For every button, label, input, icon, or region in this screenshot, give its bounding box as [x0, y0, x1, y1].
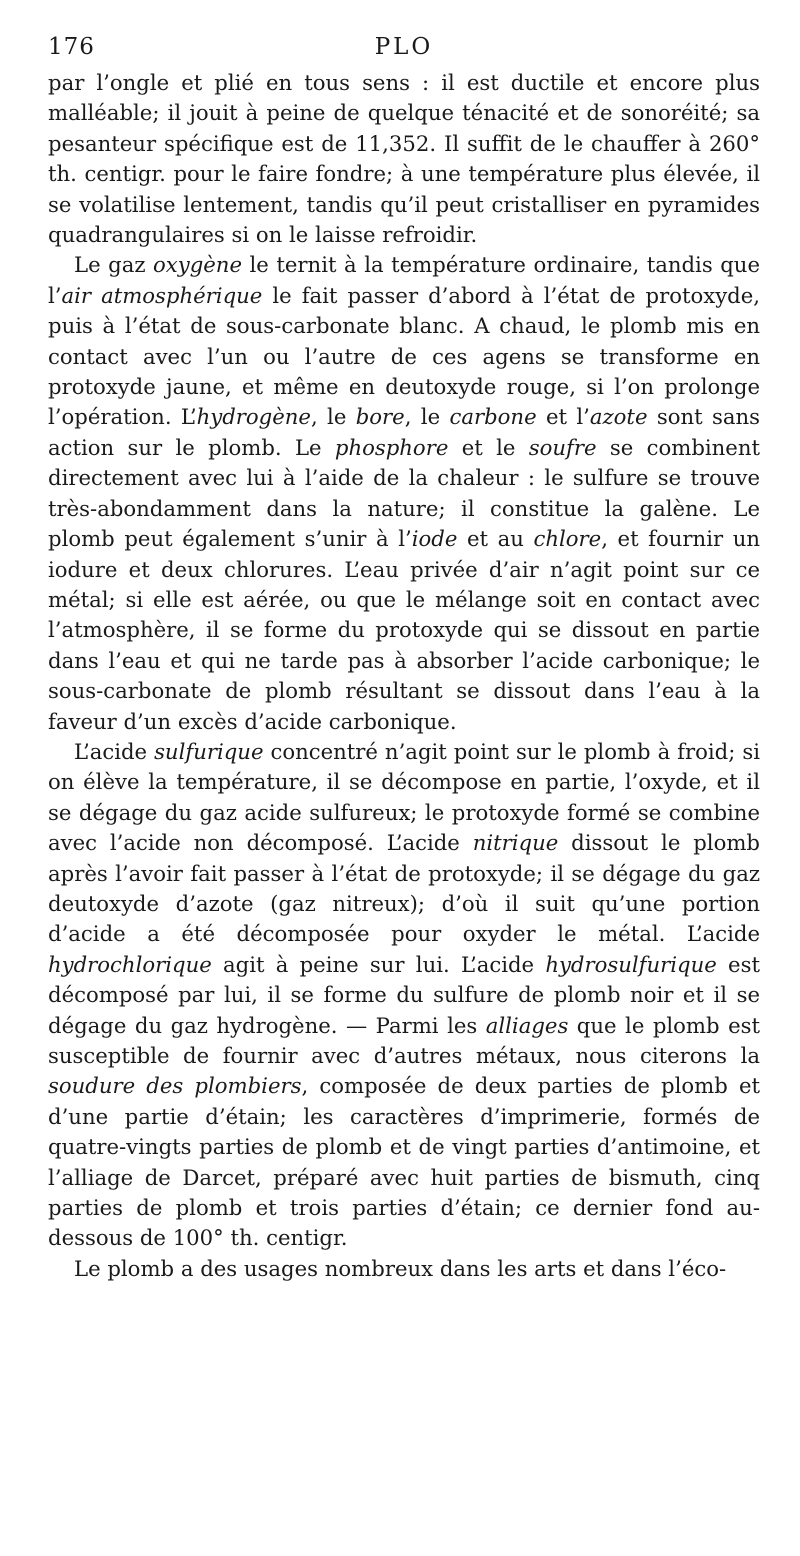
- italic-term: iode: [411, 526, 458, 552]
- text-run: Le plomb a des usages nombreux dans les arts et dans l’éco-: [74, 1255, 727, 1281]
- text-run: , et fournir un iodure et deux chlorures. L’eau privée d’air n’agit point sur ce métal; si elle est aérée, ou que le mélange soit en contact avec l’atmosphère, il se forme du protoxyde qui se dissout en partie dans l’eau et qui ne tarde pas à absorber l’acide carbonique; le sous-carbonate de plomb résultant se dissout dans l’eau à la faveur d’un excès d’acide carbonique.: [48, 526, 760, 734]
- text-run: , le: [310, 404, 356, 430]
- italic-term: oxygène: [153, 252, 242, 278]
- italic-term: bore: [355, 404, 405, 430]
- italic-term: phosphore: [334, 434, 449, 460]
- paragraph-gases: [48, 250, 760, 737]
- italic-term: sulfurique: [154, 738, 264, 764]
- paragraph-continuation: [48, 68, 760, 250]
- italic-term: carbone: [449, 404, 537, 430]
- italic-term: nitrique: [472, 830, 559, 856]
- italic-term: hydrogène: [196, 404, 311, 430]
- text-run: agit à peine sur lui. L’acide: [211, 951, 546, 977]
- page-number: 176: [48, 34, 95, 60]
- paragraph-uses: [48, 1254, 760, 1284]
- page-header: [48, 30, 760, 68]
- italic-term: chlore: [533, 526, 602, 552]
- text-run: et au: [457, 526, 534, 552]
- text-run: que le plomb est susceptible de fournir avec d’autres métaux, nous citerons la: [48, 1012, 760, 1068]
- text-run: concentré n’agit point sur le plomb à froid; si on élève la température, il se décompose en partie, l’oxyde, et il se dégage du gaz acide sulfureux; le protoxyde formé se combine avec l’acide non décomposé. L’acide: [48, 738, 760, 856]
- text-run: Le gaz: [74, 252, 154, 278]
- italic-term: soufre: [528, 434, 597, 460]
- text-run: et le: [448, 434, 529, 460]
- paragraph-acids-alloys: [48, 737, 760, 1254]
- italic-term: hydrochlorique: [48, 951, 212, 977]
- text-run: sont sans action sur le plomb. Le: [48, 404, 760, 460]
- text-run: le fait passer d’abord à l’état de protoxyde, puis à l’état de sous-carbonate blanc. A chaud, le plomb mis en contact avec l’un ou l’autre de ces agens se transforme en protoxyde jaune, et même en deutoxyde rouge, si l’on prolonge l’opération. L’: [48, 282, 761, 430]
- text-run: est décomposé par lui, il se forme du sulfure de plomb noir et il se dégage du gaz hydrogène. — Parmi les: [48, 951, 760, 1038]
- italic-term: air atmosphérique: [61, 282, 263, 308]
- text-run: dissout le plomb après l’avoir fait passer à l’état de protoxyde; il se dégage du gaz deutoxyde d’azote (gaz nitreux); d’où il suit qu’une portion d’acide a été décomposée pour oxyder le métal. L’acide: [48, 830, 760, 947]
- text-run: L’acide: [74, 738, 155, 764]
- text-run: par l’ongle et plié en tous sens : il est ductile et encore plus malléable; il jouit à peine de quelque ténacité et de sonoréité; sa pesanteur spécifique est de 11,352. Il suffit de le chauffer à 260° th. centigr. pour le faire fondre; à une température plus élevée, il se volatilise lentement, tandis qu’il peut cristalliser en pyramides quadrangulaires si on le laisse refroidir.: [48, 70, 760, 248]
- text-run: , composée de deux parties de plomb et d’une partie d’étain; les caractères d’imprimerie, formés de quatre-vingts parties de plomb et de vingt parties d’antimoine, et l’alliage de Darcet, préparé avec huit parties de bismuth, cinq parties de plomb et trois parties d’étain; ce dernier fond au-dessous de 100° th. centigr.: [48, 1073, 760, 1251]
- text-run: et l’: [536, 404, 590, 430]
- running-head: PLO: [374, 34, 434, 60]
- text-run: se combinent directement avec lui à l’aide de la chaleur : le sulfure se trouve très-abondamment dans la nature; il constitue la galène. Le plomb peut également s’unir à l’: [48, 434, 760, 552]
- italic-term: azote: [589, 404, 648, 430]
- italic-term: hydrosulfurique: [545, 951, 717, 977]
- text-run: le ternit à la température ordinaire, tandis que l’: [48, 252, 760, 308]
- italic-term: alliages: [485, 1012, 569, 1038]
- book-page: [48, 30, 760, 1284]
- body-text: [48, 68, 760, 1284]
- text-run: , le: [404, 404, 450, 430]
- italic-term: soudure des plombiers: [48, 1073, 302, 1099]
